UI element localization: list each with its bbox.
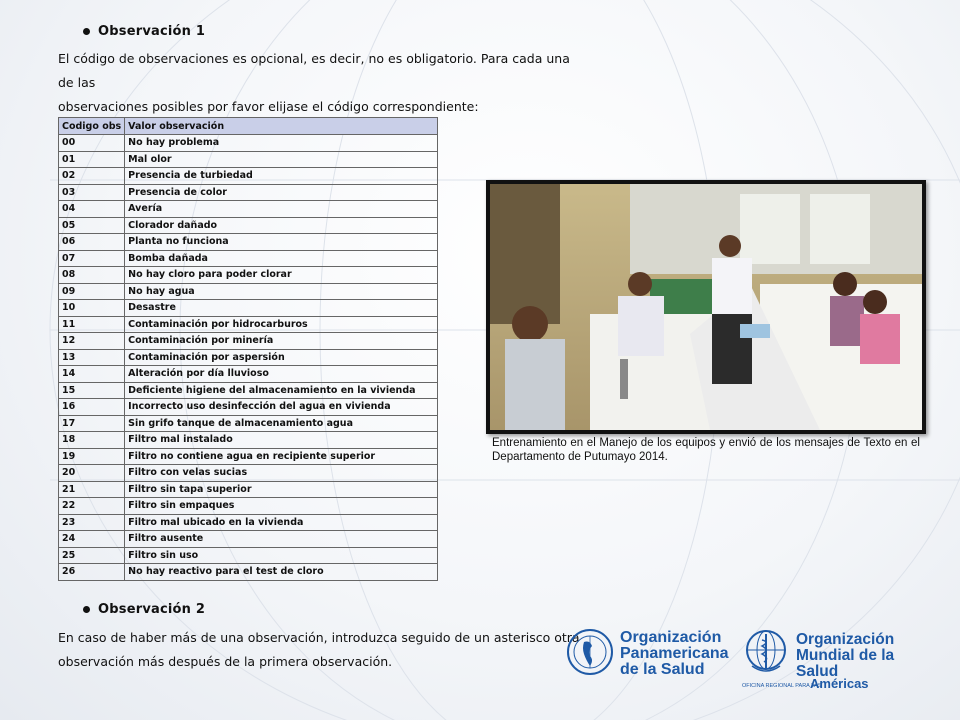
observation-value: Desastre	[125, 300, 438, 317]
who-emblem-icon	[742, 628, 790, 676]
table-row	[59, 366, 438, 383]
observation-code: 18	[59, 432, 125, 449]
observation-value: No hay agua	[125, 283, 438, 300]
paho-seal-icon	[566, 628, 614, 676]
observation-code: 20	[59, 465, 125, 482]
observation-code: 15	[59, 382, 125, 399]
table-row	[59, 333, 438, 350]
section2-paragraph: En caso de haber más de una observación, introduzca seguido de un asterisco otra observación más después de la primera observación.	[58, 630, 580, 669]
observation-value: Incorrecto uso desinfección del agua en vivienda	[125, 399, 438, 416]
table-row	[59, 250, 438, 267]
table-row	[59, 448, 438, 465]
table-row	[59, 547, 438, 564]
table-row	[59, 514, 438, 531]
section1-heading: Observación 1	[83, 24, 205, 39]
table-row	[59, 217, 438, 234]
observation-code: 26	[59, 564, 125, 581]
table-header-row	[59, 118, 438, 135]
observation-code: 11	[59, 316, 125, 333]
observation-value: Presencia de color	[125, 184, 438, 201]
observation-code: 03	[59, 184, 125, 201]
table-header-code: Codigo obs	[59, 118, 125, 135]
table-row	[59, 531, 438, 548]
observation-value: Mal olor	[125, 151, 438, 168]
observation-value: Avería	[125, 201, 438, 218]
bullet-icon	[83, 606, 90, 613]
observation-code: 13	[59, 349, 125, 366]
table-row	[59, 135, 438, 152]
table-row	[59, 498, 438, 515]
observation-code: 24	[59, 531, 125, 548]
bullet-icon	[83, 28, 90, 35]
observation-code: 25	[59, 547, 125, 564]
table-row	[59, 465, 438, 482]
observation-value: Filtro mal instalado	[125, 432, 438, 449]
observation-code: 16	[59, 399, 125, 416]
table-row	[59, 151, 438, 168]
observation-value: No hay cloro para poder clorar	[125, 267, 438, 284]
observation-value: Filtro mal ubicado en la vivienda	[125, 514, 438, 531]
table-row	[59, 234, 438, 251]
observation-code: 05	[59, 217, 125, 234]
table-row	[59, 349, 438, 366]
observation-code: 12	[59, 333, 125, 350]
observation-code: 09	[59, 283, 125, 300]
observation-value: Planta no funciona	[125, 234, 438, 251]
observation-code: 00	[59, 135, 125, 152]
observation-value: No hay reactivo para el test de cloro	[125, 564, 438, 581]
table-body	[59, 135, 438, 581]
table-row	[59, 415, 438, 432]
observation-value: No hay problema	[125, 135, 438, 152]
observation-code: 07	[59, 250, 125, 267]
training-photo-image	[490, 184, 922, 430]
table-row	[59, 184, 438, 201]
observation-value: Deficiente higiene del almacenamiento en la vivienda	[125, 382, 438, 399]
observation-code: 02	[59, 168, 125, 185]
observation-value: Clorador dañado	[125, 217, 438, 234]
observation-value: Bomba dañada	[125, 250, 438, 267]
observation-code: 21	[59, 481, 125, 498]
paho-logo: Organización Panamericana de la Salud	[566, 628, 736, 688]
table-header-value: Valor observación	[125, 118, 438, 135]
observation-code: 17	[59, 415, 125, 432]
observation-value: Presencia de turbiedad	[125, 168, 438, 185]
observation-code: 06	[59, 234, 125, 251]
table-row	[59, 168, 438, 185]
table-row	[59, 382, 438, 399]
observation-code: 23	[59, 514, 125, 531]
observation-value: Contaminación por hidrocarburos	[125, 316, 438, 333]
observation-value: Filtro ausente	[125, 531, 438, 548]
observation-code: 19	[59, 448, 125, 465]
observation-codes-table	[58, 117, 438, 581]
table-row	[59, 283, 438, 300]
who-logo: Organización Mundial de la Salud OFICINA REGIONAL PARA LAS Américas	[742, 628, 922, 698]
observation-value: Filtro sin empaques	[125, 498, 438, 515]
table-row	[59, 300, 438, 317]
table-row	[59, 564, 438, 581]
table-row	[59, 481, 438, 498]
table-row	[59, 316, 438, 333]
table-row	[59, 201, 438, 218]
observation-code: 04	[59, 201, 125, 218]
observation-code: 10	[59, 300, 125, 317]
observation-code: 14	[59, 366, 125, 383]
who-subtitle: OFICINA REGIONAL PARA LAS	[742, 683, 822, 689]
observation-code: 01	[59, 151, 125, 168]
table-row	[59, 432, 438, 449]
photo-caption: Entrenamiento en el Manejo de los equipos y envió de los mensajes de Texto en el Departamento de Putumayo 2014.	[492, 437, 920, 463]
table-row	[59, 267, 438, 284]
section2-heading: Observación 2	[83, 602, 205, 617]
observation-value: Filtro sin tapa superior	[125, 481, 438, 498]
observation-code: 22	[59, 498, 125, 515]
observation-value: Filtro con velas sucias	[125, 465, 438, 482]
observation-value: Sin grifo tanque de almacenamiento agua	[125, 415, 438, 432]
who-region: Américas	[810, 676, 869, 691]
observation-value: Filtro no contiene agua en recipiente superior	[125, 448, 438, 465]
training-photo	[486, 180, 926, 434]
observation-value: Contaminación por aspersión	[125, 349, 438, 366]
observation-value: Alteración por día lluvioso	[125, 366, 438, 383]
observation-value: Contaminación por minería	[125, 333, 438, 350]
observation-code: 08	[59, 267, 125, 284]
section1-paragraph: El código de observaciones es opcional, es decir, no es obligatorio. Para cada una de las observaciones posibles por favor elijase el código correspondiente:	[58, 51, 570, 114]
observation-value: Filtro sin uso	[125, 547, 438, 564]
table-row	[59, 399, 438, 416]
